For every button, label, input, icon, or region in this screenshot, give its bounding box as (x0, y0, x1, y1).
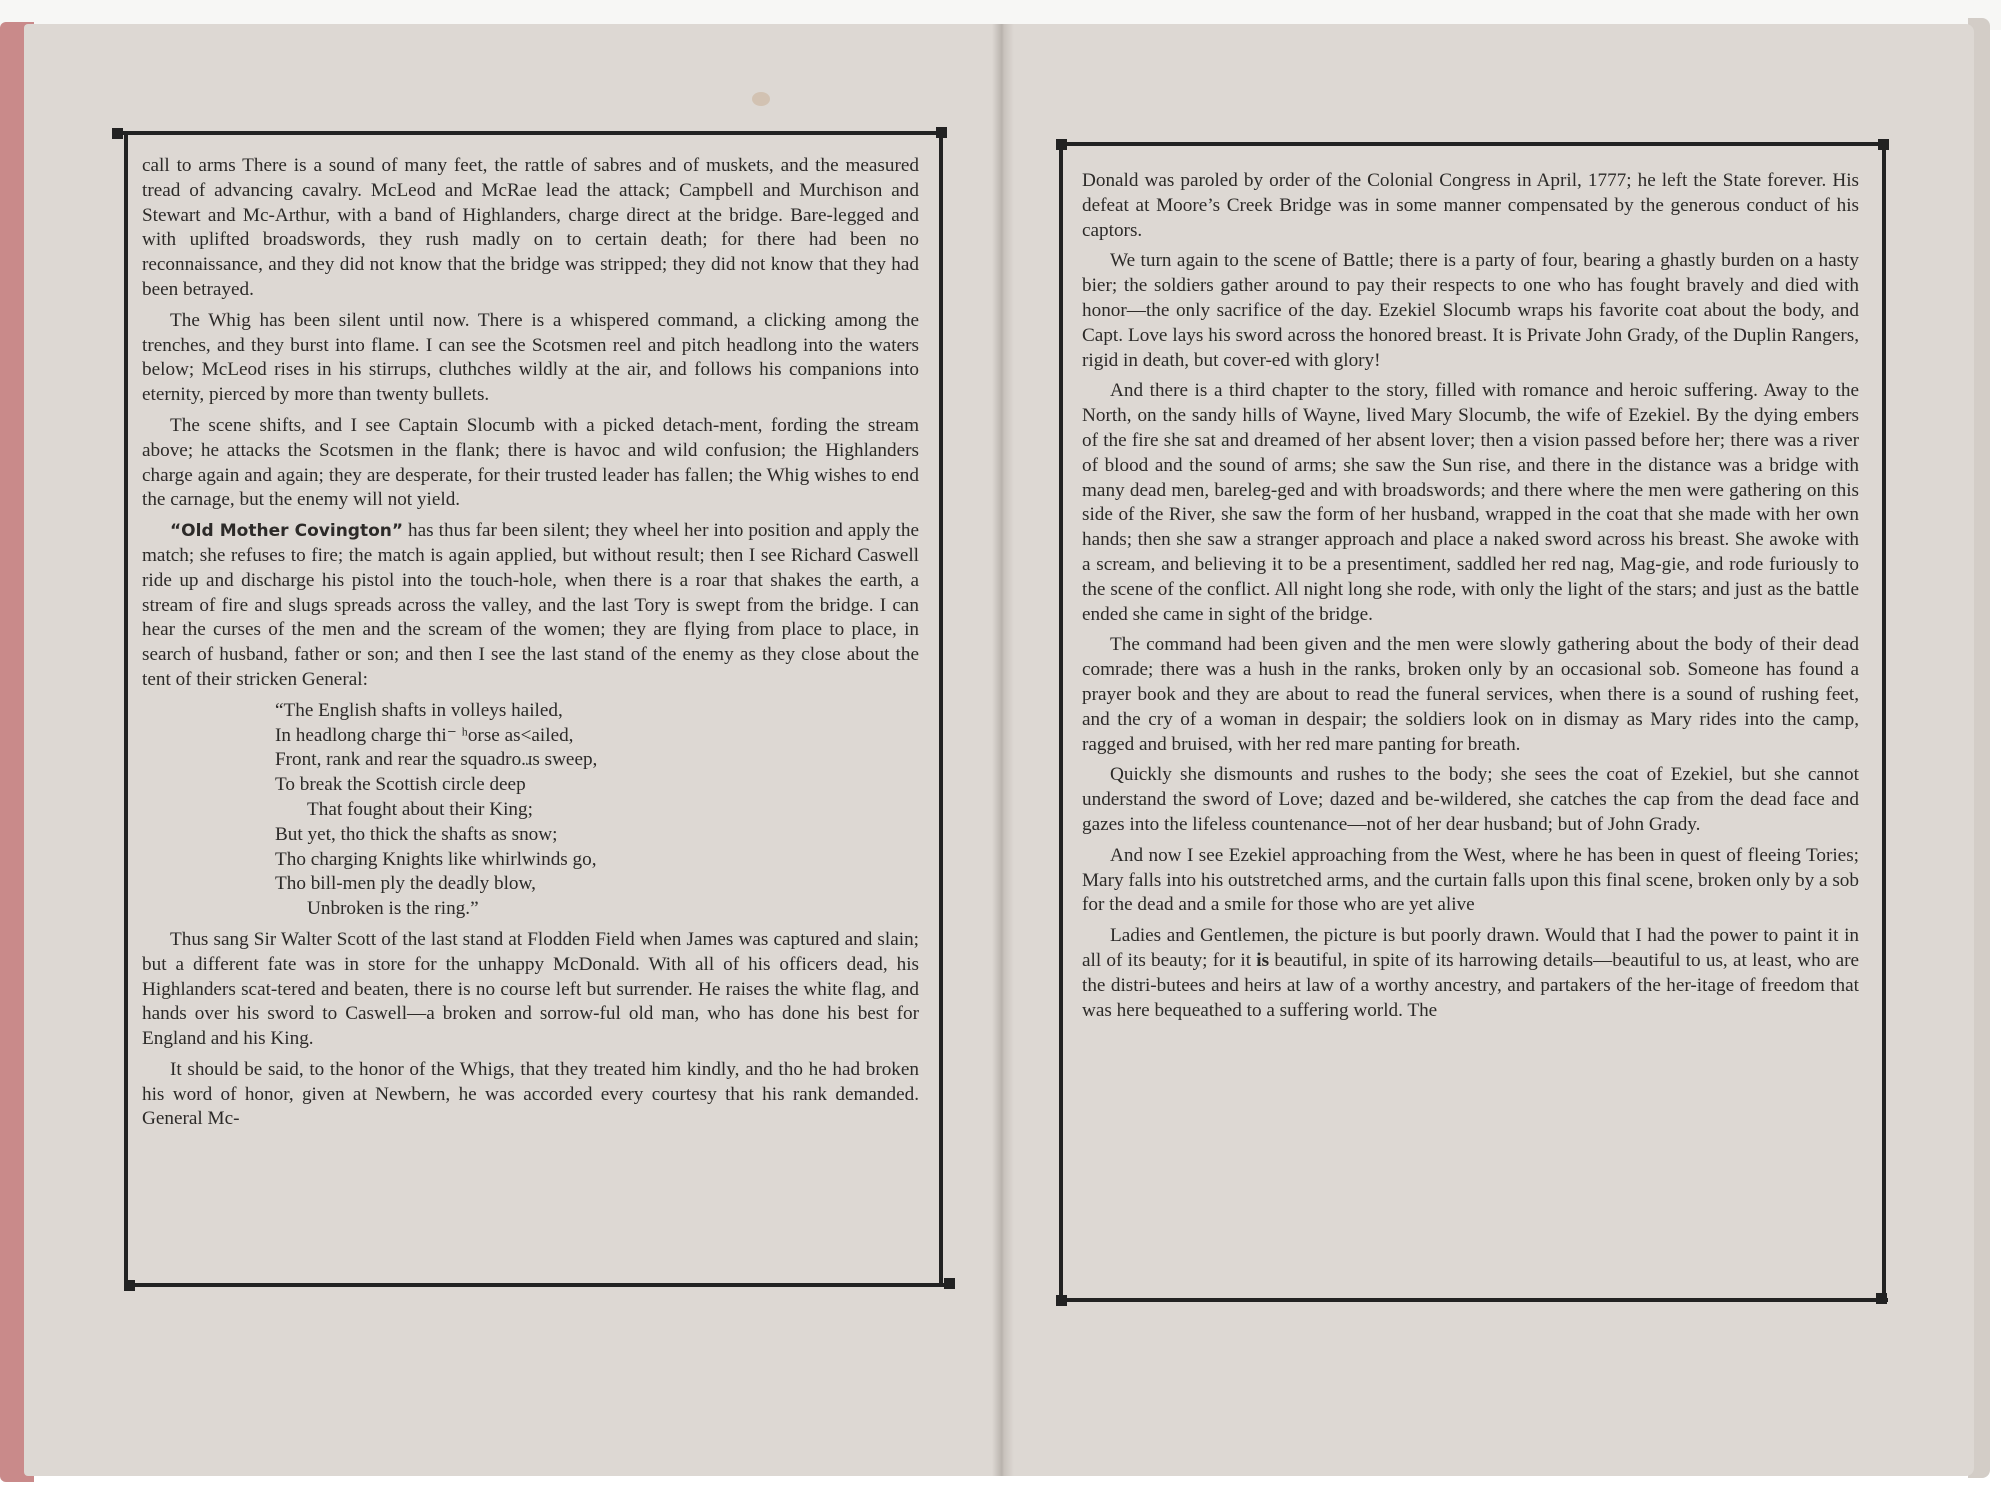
paragraph: The command had been given and the men were slowly gathering about the body of their dead comrade; there was a hush in the ranks, broken only by an occasional sob. Someone has found a prayer book and they are about to read the funeral services, when there is a sound of rushing feet, and the cry of a woman in despair; the soldiers look on in dismay as Mary rides into the camp, ragged and bruised, with her red mare panting for breath. (1082, 634, 1859, 755)
paragraph: The scene shifts, and I see Captain Slocumb with a picked detach-ment, fording the stream above; he attacks the Scotsmen in the flank; there is havoc and wild confusion; the Highlanders charge again and again; they are desperate, for their trusted leader has fallen; the Whig wishes to end the carnage, but the enemy will not yield. (142, 414, 919, 511)
paragraph: Thus sang Sir Walter Scott of the last stand at Flodden Field when James was captured and slain; but a different fate was in store for the unhappy McDonald. With all of his officers dead, his Highlanders scat-tered and beaten, there is no course left but surrender. He raises the white flag, and hands over his sword to Caswell—a broken and sorrow-ful old man, who has done his best for England and his King. (142, 928, 919, 1050)
paragraph: Donald was paroled by order of the Colonial Congress in April, 1777; he left the State forever. His defeat at Moore’s Creek Bridge was in some manner compensated by the generous conduct of his captors. (1082, 170, 1859, 241)
poem-line: “The English shafts in volleys hailed, (275, 699, 563, 721)
right-text-column (1082, 169, 1859, 1029)
paragraph: We turn again to the scene of Battle; there is a party of four, bearing a ghastly burden on a hasty bier; the soldiers gather around to pay their respects to one who has fought bravely and died with honor—the only sacrifice of the day. Ezekiel Slocumb wraps his favorite coat about the body, and Capt. Love lays his sword across the honored breast. It is Private John Grady, of the Duplin Rangers, rigid in death, but cover-ed with glory! (1082, 250, 1859, 371)
paragraph: Quickly she dismounts and rushes to the body; she sees the coat of Ezekiel, but she cannot understand the sword of Love; dazed and be-wildered, she catches the cap from the dead face and gazes into the lifeless countenance—not of her dear husband; but of John Grady. (1082, 764, 1859, 835)
paragraph-text: Ladies and Gentlemen, the picture is but poorly drawn. Would that I had the power to paint it in all of its beauty; for it (1082, 925, 1859, 971)
paragraph: call to arms There is a sound of many feet, the rattle of sabres and of muskets, and the measured tread of advancing cavalry. McLeod and McRae lead the attack; Campbell and Murchison and Stewart and Mc-Arthur, with a band of Highlanders, charge direct at the bridge. Bare-legged and with uplifted broadswords, they rush madly on to certain death; for there had been no reconnaissance, and they did not know that the bridge was stripped; they did not know that they had been betrayed. (142, 155, 919, 300)
paragraph: It should be said, to the honor of the Whigs, that they treated him kindly, and tho he had broken his word of honor, given at Newbern, he was accorded every courtesy that his rank demanded. General Mc- (142, 1058, 919, 1130)
poem-line: But yet, tho thick the shafts as snow; (275, 823, 558, 845)
book-gutter (992, 24, 1014, 1476)
paragraph-text: has thus far been silent; they wheel her into position and apply the match; she refuses to fire; the match is again applied, but without result; then I see Richard Caswell ride up and discharge his pistol into the touch-hole, when there is a roar that shakes the earth, a stream of fire and slugs spreads across the valley, and the last Tory is swept from the bridge. I can hear the curses of the men and the scream of the women; they are flying from place to place, in search of husband, father or son; and then I see the last stand of the enemy as they close about the tent of their stricken General: (142, 520, 919, 690)
paragraph (142, 519, 919, 693)
bold-cannon-name: “Old Mother Covington” (170, 521, 404, 542)
paragraph (1082, 924, 1859, 1023)
poem-line: That fought about their King; (307, 798, 533, 820)
left-text-column (142, 154, 919, 1138)
poem-line: To break the Scottish circle deep (275, 774, 526, 796)
paragraph: And there is a third chapter to the story, filled with romance and heroic suffering. Away to the North, on the sandy hills of Wayne, lived Mary Slocumb, the wife of Ezekiel. By the dying embers of the fire she sat and dreamed of her absent lover; then a vision passed before her; there was a river of blood and the sound of arms; she saw the Sun rise, and there in the distance was a bridge with many dead men, bareleg-ged and with broadswords; and there where the men were gathering on this side of the River, she saw the form of her husband, wrapped in the coat that she made with her own hands; then she saw a stranger approach and place a naked sword across his breast. She awoke with a scream, and believing it to be a presentiment, saddled her red nag, Mag-gie, and rode furiously to the scene of the conflict. All night long she rode, with only the light of the stars; and just as the battle ended she came in sight of the bridge. (1082, 380, 1859, 625)
poem-line: Front, rank and rear the squadro.ɹs sweep, (275, 749, 598, 771)
bold-word: is (1256, 949, 1270, 971)
paragraph: And now I see Ezekiel approaching from the West, where he has been in quest of fleeing Tories; Mary falls into his outstretched arms, and the curtain falls upon this final scene, broken only by a sob for the dead and a smile for those who are yet alive (1082, 844, 1859, 916)
poem-line: Tho charging Knights like whirlwinds go, (275, 848, 597, 870)
poem-quote (275, 699, 919, 922)
poem-line: In headlong charge thi⁻ ʰorse as˂ailed, (275, 724, 574, 746)
poem-line: Tho bill-men ply the deadly blow, (275, 873, 536, 895)
paper-stain (752, 92, 770, 106)
paragraph-text: beautiful, in spite of its harrowing details—beautiful to us, at least, who are the distri-butees and heirs at law of a worthy ancestry, and partakers of the her-itage of freedom that was here bequeathed to a suffering world. The (1082, 949, 1859, 1021)
poem-line: Unbroken is the ring.” (307, 898, 479, 920)
paragraph: The Whig has been silent until now. There is a whispered command, a clicking among the trenches, and they burst into flame. I can see the Scotsmen reel and pitch headlong into the waters below; McLeod rises in his stirrups, cluthches wildly at the air, and follows his companions into eternity, pierced by more than twenty bullets. (142, 309, 919, 406)
